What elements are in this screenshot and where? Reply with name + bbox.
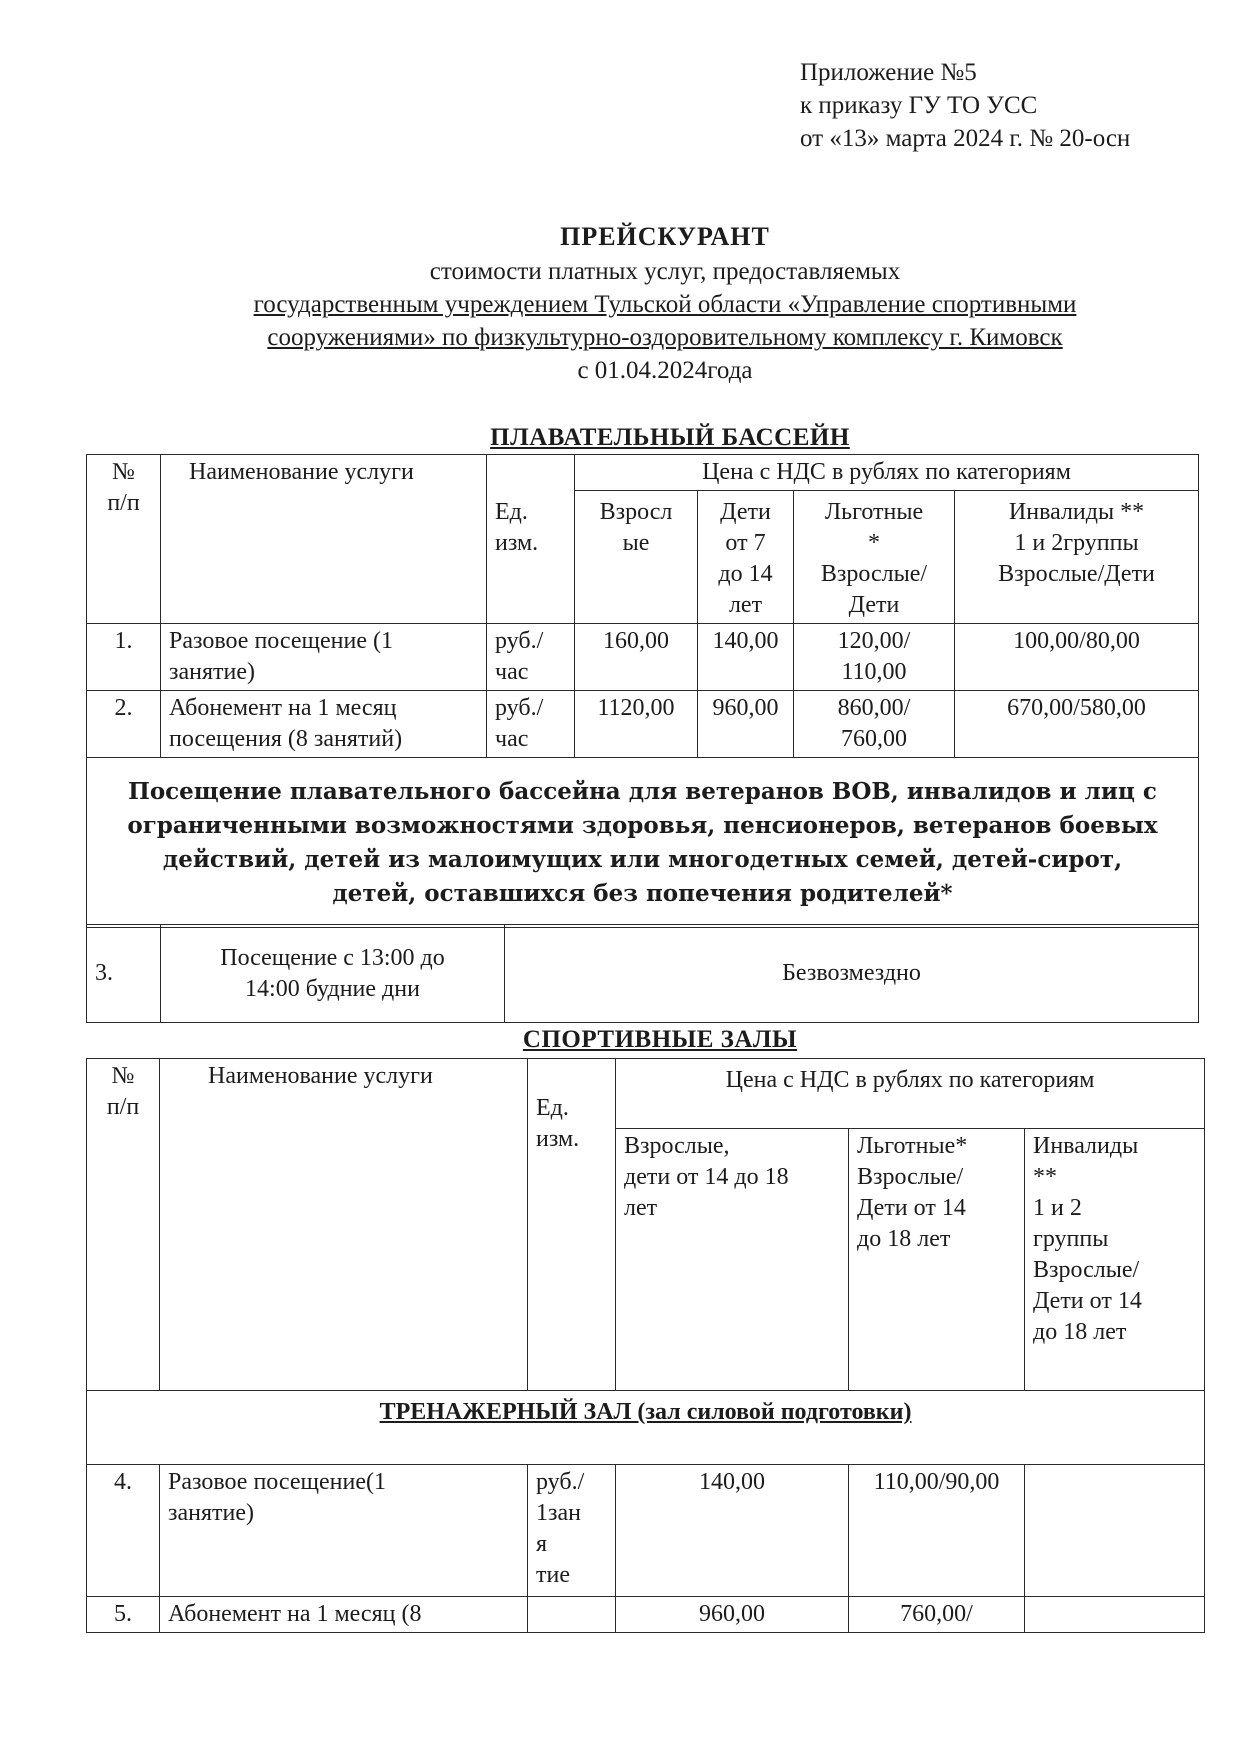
appendix-line-1: Приложение №5 (800, 59, 977, 86)
row-num: 3. (87, 925, 161, 1023)
halls-section-title: СПОРТИВНЫЕ ЗАЛЫ (522, 1026, 798, 1053)
row-price-benefit: 110,00/90,00 (849, 1465, 1025, 1597)
halls-header-row (87, 1059, 1205, 1129)
halls-col-disabled: Инвалиды ** 1 и 2 группы Взрослые/ Дети от 14 до 18 лет (1025, 1129, 1205, 1391)
row-price-children: 140,00 (698, 624, 794, 691)
appendix-header (800, 56, 1220, 155)
title-line-4: с 01.04.2024года (577, 357, 753, 384)
pool-col-benefit: Льготные * Взрослые/ Дети (794, 491, 955, 624)
free-visit-table (86, 924, 1199, 1023)
gym-title-text: ТРЕНАЖЕРНЫЙ ЗАЛ (зал силовой подготовки) (379, 1399, 912, 1425)
halls-col-price-group: Цена с НДС в рублях по категориям (616, 1059, 1205, 1129)
pool-col-unit: Ед. изм. (487, 491, 575, 624)
appendix-line-2: к приказу ГУ ТО УСС (800, 92, 1038, 119)
title-line-3: сооружениями» по физкультурно-оздоровительному комплексу г. Кимовск (267, 324, 1063, 351)
row-num: 4. (87, 1465, 160, 1597)
row-num: 2. (87, 691, 161, 758)
halls-col-num: № п/п (87, 1059, 160, 1391)
table-row (87, 624, 1199, 691)
pool-col-adults: Взросл ые (575, 491, 698, 624)
row-unit: руб./ час (487, 624, 575, 691)
table-row (87, 691, 1199, 758)
row-price-adults: 960,00 (616, 1597, 849, 1633)
row-num: 5. (87, 1597, 160, 1633)
row-service-name: Абонемент на 1 месяц посещения (8 занятий) (161, 691, 487, 758)
title-line-2: государственным учреждением Тульской области «Управление спортивными (253, 291, 1077, 318)
row-unit (528, 1597, 616, 1633)
row-price-adults: 160,00 (575, 624, 698, 691)
appendix-line-3: от «13» марта 2024 г. № 20-осн (800, 125, 1131, 152)
halls-price-table (86, 1058, 1205, 1633)
pool-note-row (87, 758, 1199, 928)
row-unit: руб./ 1зан я тие (528, 1465, 616, 1597)
row-price-children: 960,00 (698, 691, 794, 758)
halls-col-adults: Взрослые, дети от 14 до 18 лет (616, 1129, 849, 1391)
halls-col-benefit: Льготные* Взрослые/ Дети от 14 до 18 лет (849, 1129, 1025, 1391)
row-service-name: Посещение с 13:00 до 14:00 будние дни (161, 925, 505, 1023)
pool-section-title: ПЛАВАТЕЛЬНЫЙ БАССЕЙН (490, 424, 850, 451)
row-price-free: Безвозмездно (505, 925, 1199, 1023)
halls-col-name: Наименование услуги (160, 1059, 528, 1391)
row-unit: руб./ час (487, 691, 575, 758)
table-row (87, 925, 1199, 1023)
table-row (87, 1465, 1205, 1597)
row-price-adults: 1120,00 (575, 691, 698, 758)
row-service-name: Разовое посещение(1 занятие) (160, 1465, 528, 1597)
pool-col-unit-top (487, 455, 575, 491)
row-price-disabled: 670,00/580,00 (955, 691, 1199, 758)
row-num: 1. (87, 624, 161, 691)
table-row (87, 1597, 1205, 1633)
free-visit-note: Посещение плавательного бассейна для ветеранов ВОВ, инвалидов и лиц с ограниченными возможностями здоровья, пенсионеров, ветеранов боевых действий, детей из малоимущих или многодетных семей, детей-сирот, детей, оставшихся без попечения родителей* (87, 758, 1199, 928)
row-service-name: Разовое посещение (1 занятие) (161, 624, 487, 691)
pool-col-children: Дети от 7 до 14 лет (698, 491, 794, 624)
pool-col-num: № п/п (87, 455, 161, 624)
pool-col-price-group: Цена с НДС в рублях по категориям (575, 455, 1199, 491)
document-title: ПРЕЙСКУРАНТ (560, 222, 770, 251)
price-list-title (100, 220, 1230, 387)
row-price-benefit: 760,00/ (849, 1597, 1025, 1633)
halls-col-unit: Ед. изм. (528, 1059, 616, 1391)
row-price-benefit: 120,00/ 110,00 (794, 624, 955, 691)
row-price-disabled: 100,00/80,00 (955, 624, 1199, 691)
pool-header-row (87, 455, 1199, 491)
row-price-disabled (1025, 1597, 1205, 1633)
row-price-adults: 140,00 (616, 1465, 849, 1597)
pool-col-disabled: Инвалиды ** 1 и 2группы Взрослые/Дети (955, 491, 1199, 624)
row-service-name: Абонемент на 1 месяц (8 (160, 1597, 528, 1633)
pool-col-name: Наименование услуги (161, 455, 487, 624)
gym-title-row (87, 1391, 1205, 1465)
gym-section-title (87, 1391, 1205, 1465)
title-line-1: стоимости платных услуг, предоставляемых (429, 258, 901, 285)
pool-price-table (86, 454, 1199, 928)
row-price-benefit: 860,00/ 760,00 (794, 691, 955, 758)
row-price-disabled (1025, 1465, 1205, 1597)
